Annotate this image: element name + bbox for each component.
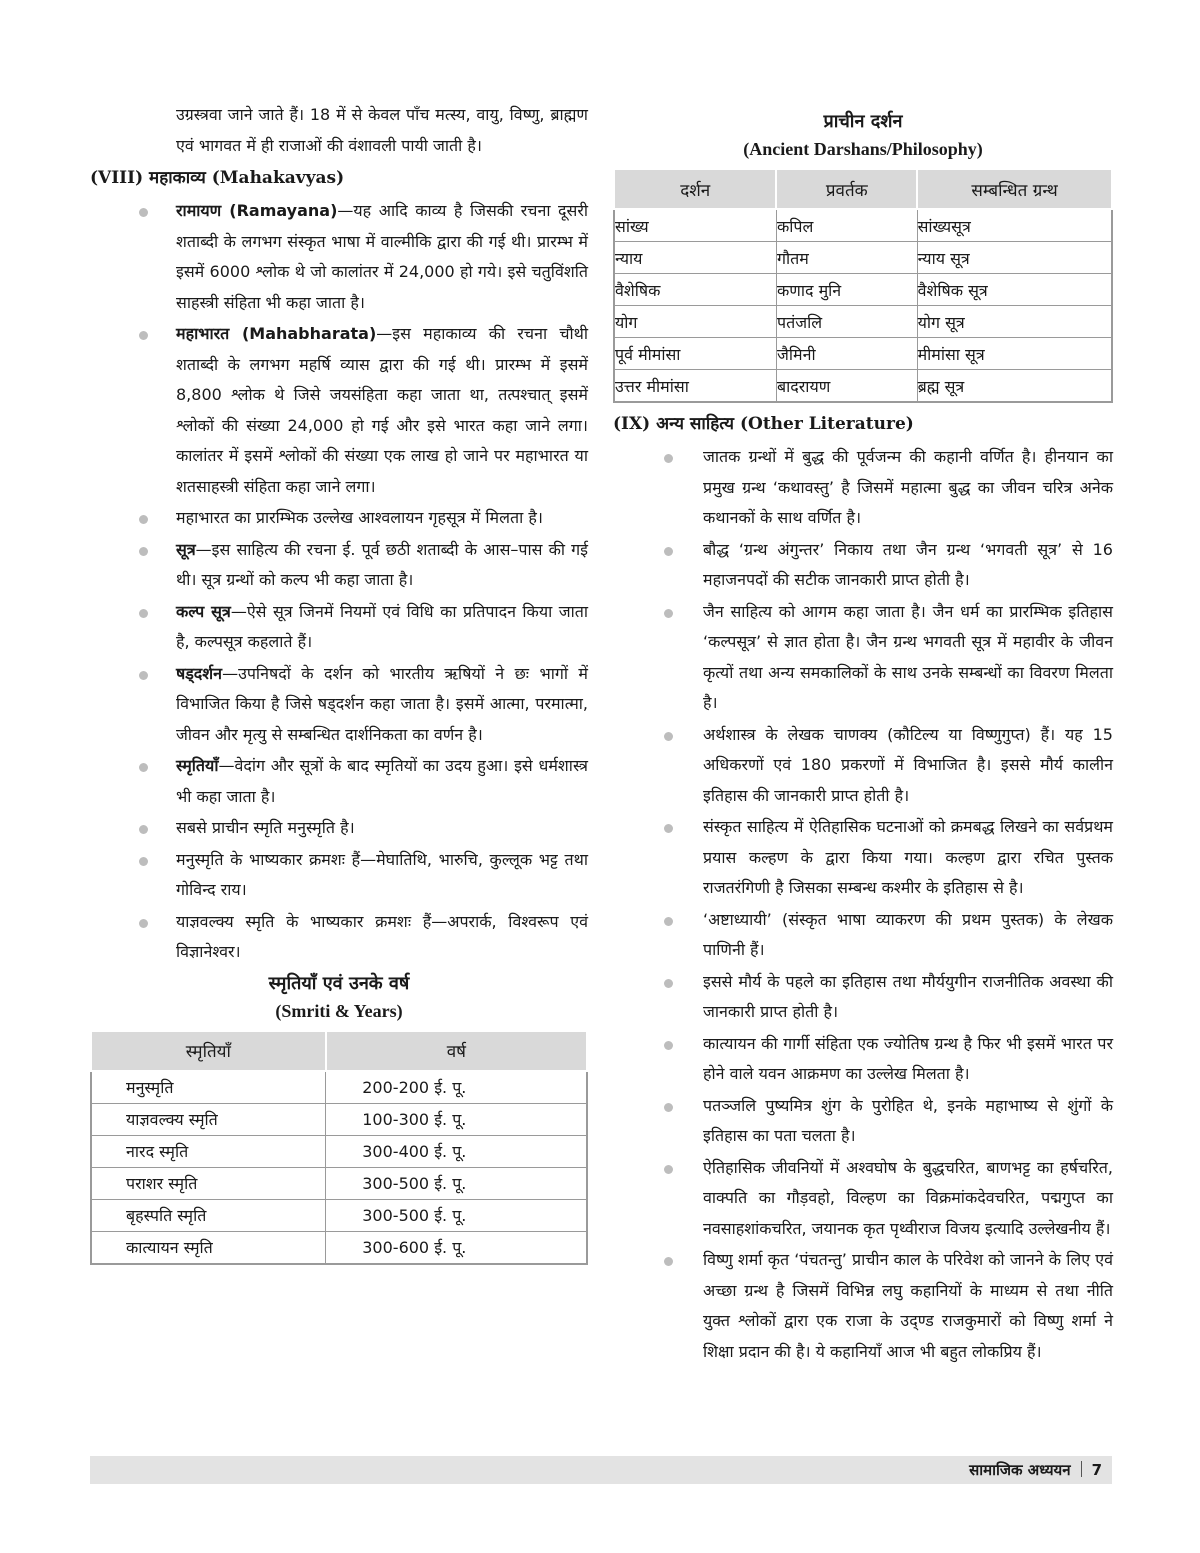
bullet-text: मनुस्मृति के भाष्यकार क्रमशः हैं—मेघातिथि, भारुचि, कुल्लूक भट्ट तथा गोविन्द राय। xyxy=(176,849,588,899)
list-item xyxy=(90,751,588,812)
page-number: 7 xyxy=(1091,1461,1102,1479)
table-row xyxy=(91,1071,587,1104)
table-cell: 300-600 ई. पू. xyxy=(326,1231,587,1264)
table-cell: पराशर स्मृति xyxy=(91,1167,326,1199)
table-cell: 300-500 ई. पू. xyxy=(326,1167,587,1199)
list-item: कात्यायन की गार्गी संहिता एक ज्योतिष ग्रन्थ है फिर भी इसमें भारत पर होने वाले यवन आक्रमण का उल्लेख मिलता है। xyxy=(613,1029,1113,1090)
list-item xyxy=(90,813,588,844)
intro-paragraph: उग्रस्त्रवा जाने जाते हैं। 18 में से केवल पाँच मत्स्य, वायु, विष्णु, ब्राह्मण एवं भागवत में ही राजाओं की वंशावली पायी जाती है। xyxy=(176,105,588,155)
table-row xyxy=(614,274,1112,306)
bullet-text: —वेदांग और सूत्रों के बाद स्मृतियों का उदय हुआ। इसे धर्मशास्त्र भी कहा जाता है। xyxy=(176,756,588,806)
smriti-table-subtitle: (Smriti & Years) xyxy=(275,1000,403,1021)
table-cell: उत्तर मीमांसा xyxy=(614,370,776,403)
table-row xyxy=(614,306,1112,338)
column-header: प्रवर्तक xyxy=(776,169,917,209)
list-item: विष्णु शर्मा कृत ‘पंचतन्तु’ प्राचीन काल के परिवेश को जानने के लिए एवं अच्छा ग्रन्थ है जिसमें विभिन्न लघु कहानियों के माध्यम से तथा नीति युक्त श्लोकों द्वारा एक राजा के उद्ण्ड राजकुमारों को विष्णु शर्मा ने शिक्षा प्रदान की है। ये कहानियाँ आज भी बहुत लोकप्रिय हैं। xyxy=(613,1245,1113,1367)
table-header-row xyxy=(91,1031,587,1071)
table-row xyxy=(91,1167,587,1199)
list-item xyxy=(90,503,588,534)
list-item: जातक ग्रन्थों में बुद्ध की पूर्वजन्म की कहानी वर्णित है। हीनयान का प्रमुख ग्रन्थ ‘कथावस्तु’ है जिसमें महात्मा बुद्ध का जीवन चरित्र अनेक कथानकों के साथ वर्णित है। xyxy=(613,442,1113,534)
list-item: बौद्ध ‘ग्रन्थ अंगुन्तर’ निकाय तथा जैन ग्रन्थ ‘भगवती सूत्र’ से 16 महाजनपदों की सटीक जानकारी प्राप्त होती है। xyxy=(613,535,1113,596)
list-item xyxy=(90,319,588,502)
section-ix-heading: (IX) अन्य साहित्य (Other Literature) xyxy=(613,414,914,434)
table-row xyxy=(91,1231,587,1264)
left-column xyxy=(90,100,588,1265)
table-cell: कणाद मुनि xyxy=(776,274,917,306)
list-item: इससे मौर्य के पहले का इतिहास तथा मौर्ययुगीन राजनीतिक अवस्था की जानकारी प्राप्त होती है। xyxy=(613,967,1113,1028)
bullet-text: याज्ञवल्क्य स्मृति के भाष्यकार क्रमशः हैं—अपरार्क, विश्वरूप एवं विज्ञानेश्वर। xyxy=(176,911,588,961)
table-cell: पतंजलि xyxy=(776,306,917,338)
bullet-text: —उपनिषदों के दर्शन को भारतीय ऋषियों ने छः भागों में विभाजित किया है जिसे षड्दर्शन कहा जाता है। इसमें आत्मा, परमात्मा, जीवन और मृत्यु से सम्बन्धित दार्शनिकता का वर्णन है। xyxy=(176,663,588,744)
table-cell: याज्ञवल्क्य स्मृति xyxy=(91,1103,326,1135)
table-cell: बादरायण xyxy=(776,370,917,403)
table-cell: 300-500 ई. पू. xyxy=(326,1199,587,1231)
table-cell: नारद स्मृति xyxy=(91,1135,326,1167)
list-item: ऐतिहासिक जीवनियों में अश्वघोष के बुद्धचरित, बाणभट्ट का हर्षचरित, वाक्पति का गौड़वहो, विल्हण का विक्रमांकदेवचरित, पद्मगुप्त का नवसाहशांकचरित, जयानक कृत पृथ्वीराज विजय इत्यादि उल्लेखनीय हैं। xyxy=(613,1153,1113,1245)
table-cell: बृहस्पति स्मृति xyxy=(91,1199,326,1231)
table-cell: 100-300 ई. पू. xyxy=(326,1103,587,1135)
darshan-table-title: प्राचीन दर्शन xyxy=(823,111,903,132)
darshan-table-subtitle: (Ancient Darshans/Philosophy) xyxy=(743,139,983,159)
list-item xyxy=(90,535,588,596)
bullet-term: षड्दर्शन xyxy=(176,663,223,683)
smriti-table xyxy=(90,1030,588,1265)
column-header: स्मृतियाँ xyxy=(91,1031,326,1071)
table-row xyxy=(614,242,1112,274)
table-cell: न्याय xyxy=(614,242,776,274)
table-cell: पूर्व मीमांसा xyxy=(614,338,776,370)
darshan-table-block xyxy=(613,108,1113,403)
table-cell: कपिल xyxy=(776,209,917,242)
table-cell: मीमांसा सूत्र xyxy=(917,338,1112,370)
table-cell: 300-400 ई. पू. xyxy=(326,1135,587,1167)
table-cell: मनुस्मृति xyxy=(91,1071,326,1104)
bullet-text: —ऐसे सूत्र जिनमें नियमों एवं विधि का प्रतिपादन किया जाता है, कल्पसूत्र कहलाते हैं। xyxy=(176,601,588,651)
column-header: दर्शन xyxy=(614,169,776,209)
bullet-term: सूत्र xyxy=(176,539,196,559)
table-cell: योग सूत्र xyxy=(917,306,1112,338)
smriti-table-block xyxy=(90,970,588,1265)
table-cell: ब्रह्म सूत्र xyxy=(917,370,1112,403)
smriti-table-title: स्मृतियाँ एवं उनके वर्ष xyxy=(268,972,410,994)
table-row xyxy=(91,1135,587,1167)
table-cell: वैशेषिक सूत्र xyxy=(917,274,1112,306)
bullet-term: रामायण (Ramayana) xyxy=(176,201,338,220)
list-item xyxy=(90,659,588,751)
column-header: सम्बन्धित ग्रन्थ xyxy=(917,169,1112,209)
bullet-text: महाभारत का प्रारम्भिक उल्लेख आश्वलायन गृहसूत्र में मिलता है। xyxy=(176,508,543,527)
table-header-row xyxy=(614,169,1112,209)
column-header: वर्ष xyxy=(326,1031,587,1071)
list-item xyxy=(90,196,588,318)
bullet-text: —यह आदि काव्य है जिसकी रचना दूसरी शताब्दी के लगभग संस्कृत भाषा में वाल्मीकि द्वारा की गई थी। प्रारम्भ में इसमें 6000 श्लोक थे जो कालांतर में 24,000 हो गये। इसे चतुविंशति साहस्त्री संहिता भी कहा जाता है। xyxy=(176,201,589,312)
bullet-text: —इस साहित्य की रचना ई. पूर्व छठी शताब्दी के आस–पास की गई थी। सूत्र ग्रन्थों को कल्प भी कहा जाता है। xyxy=(176,539,588,589)
darshan-table xyxy=(613,168,1113,403)
table-cell: सांख्यसूत्र xyxy=(917,209,1112,242)
list-item: जैन साहित्य को आगम कहा जाता है। जैन धर्म का प्रारम्भिक इतिहास ‘कल्पसूत्र’ से ज्ञात होता है। जैन ग्रन्थ भगवती सूत्र में महावीर के जीवन कृत्यों तथा अन्य समकालिकों के साथ उनके सम्बन्धों का विवरण मिलता है। xyxy=(613,597,1113,719)
right-column xyxy=(613,108,1113,1368)
table-cell: गौतम xyxy=(776,242,917,274)
list-item xyxy=(90,597,588,658)
table-cell: सांख्य xyxy=(614,209,776,242)
table-cell: योग xyxy=(614,306,776,338)
list-item: ‘अष्टाध्यायी’ (संस्कृत भाषा व्याकरण की प्रथम पुस्तक) के लेखक पाणिनी हैं। xyxy=(613,905,1113,966)
table-cell: कात्यायन स्मृति xyxy=(91,1231,326,1264)
table-row xyxy=(614,209,1112,242)
table-cell: न्याय सूत्र xyxy=(917,242,1112,274)
book-title: सामाजिक अध्ययन xyxy=(969,1461,1071,1479)
list-item: अर्थशास्त्र के लेखक चाणक्य (कौटिल्य या विष्णुगुप्त) हैं। यह 15 अधिकरणों एवं 180 प्रकरणों में विभाजित है। इससे मौर्य कालीन इतिहास की जानकारी प्राप्त होती है। xyxy=(613,720,1113,812)
bullet-text: —इस महाकाव्य की रचना चौथी शताब्दी के लगभग महर्षि व्यास द्वारा की गई थी। प्रारम्भ में इसमें 8,800 श्लोक थे जिसे जयसंहिता कहा जाता था, तत्पश्चात् इसमें श्लोकों की संख्या 24,000 हो गई और इसे भारत कहा जाने लगा। कालांतर में इसमें श्लोकों की संख्या एक लाख हो जाने पर महाभारत या शतसाहस्त्री संहिता कहा जाने लगा। xyxy=(176,324,588,496)
bullet-term: स्मृतियाँ xyxy=(176,756,219,775)
list-item: संस्कृत साहित्य में ऐतिहासिक घटनाओं को क्रमबद्ध लिखने का सर्वप्रथम प्रयास कल्हण के द्वारा किया गया। कल्हण द्वारा रचित पुस्तक राजतरंगिणी है जिसका सम्बन्ध कश्मीर के इतिहास से है। xyxy=(613,812,1113,904)
footer-text xyxy=(969,1459,1102,1481)
table-row xyxy=(614,338,1112,370)
list-item xyxy=(90,907,588,968)
bullet-text: सबसे प्राचीन स्मृति मनुस्मृति है। xyxy=(176,818,355,837)
table-row xyxy=(91,1103,587,1135)
list-item xyxy=(90,845,588,906)
list-item: पतञ्जलि पुष्यमित्र शुंग के पुरोहित थे, इनके महाभाष्य से शुंगों के इतिहास का पता चलता है। xyxy=(613,1091,1113,1152)
table-row xyxy=(91,1199,587,1231)
table-cell: 200-200 ई. पू. xyxy=(326,1071,587,1104)
table-cell: जैमिनी xyxy=(776,338,917,370)
footer-divider xyxy=(1081,1461,1082,1477)
bullet-term: कल्प सूत्र xyxy=(176,601,231,621)
page-footer xyxy=(90,1456,1112,1484)
table-cell: वैशेषिक xyxy=(614,274,776,306)
table-row xyxy=(614,370,1112,403)
bullet-term: महाभारत (Mahabharata) xyxy=(176,324,377,343)
left-bullet-list xyxy=(90,196,588,968)
section-viii-heading: (VIII) महाकाव्य (Mahakavyas) xyxy=(90,168,345,188)
right-bullet-list xyxy=(613,442,1113,1367)
